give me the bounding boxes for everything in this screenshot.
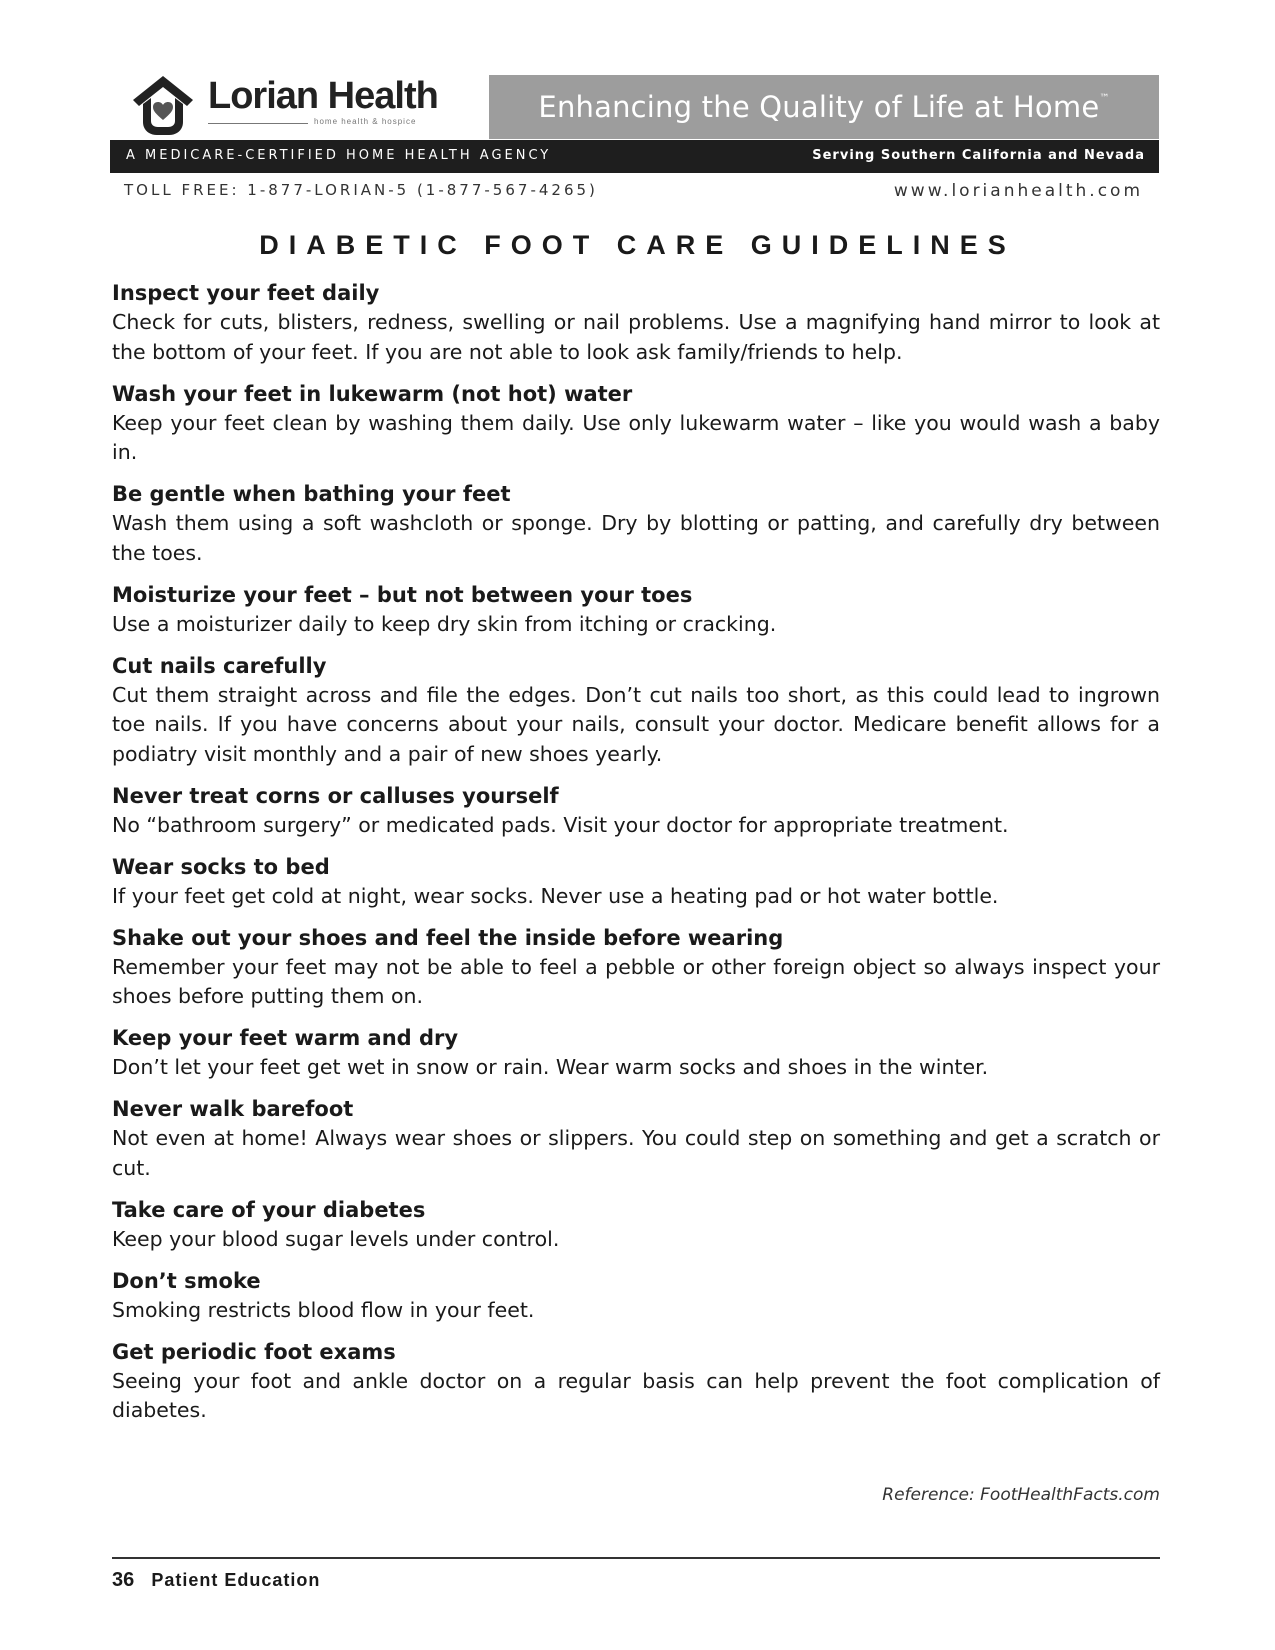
trademark-mark: ™ [1099, 93, 1110, 104]
guideline-heading: Wash your feet in lukewarm (not hot) water [112, 381, 633, 406]
guideline-item [112, 479, 1160, 568]
guideline-heading: Never walk barefoot [112, 1097, 354, 1121]
guideline-body: Cut them straight across and file the edges. Don’t cut nails too short, as this could lead to ingrown toe nails. If you have concerns about your nails, consult your doctor. Medicare benefit allows for a podiatry visit monthly and a pair of new shoes yearly. [112, 682, 1160, 766]
brand-logo [130, 73, 460, 135]
guideline-body: If your feet get cold at night, wear socks. Never use a heating pad or hot water bottle. [112, 883, 999, 908]
guideline-heading: Be gentle when bathing your feet [112, 482, 511, 506]
brand-rule [208, 123, 308, 124]
tagline-text: Enhancing the Quality of Life at Home [538, 90, 1100, 124]
guideline-body: No “bathroom surgery” or medicated pads. Visit your doctor for appropriate treatment. [112, 812, 1009, 837]
guideline-heading: Keep your feet warm and dry [112, 1026, 459, 1050]
tagline-bar [489, 75, 1159, 139]
guideline-body: Check for cuts, blisters, redness, swelling or nail problems. Use a magnifying hand mirror to look at the bottom of your feet. If you are not able to look ask family/friends to help. [112, 310, 1160, 364]
footer-divider [112, 1557, 1160, 1559]
guideline-heading: Never treat corns or calluses yourself [112, 783, 559, 808]
guideline-item [112, 278, 1160, 367]
guideline-body: Don’t let your feet get wet in snow or rain. Wear warm socks and shoes in the winter. [112, 1055, 989, 1079]
guideline-body: Remember your feet may not be able to feel a pebble or other foreign object so always inspect your shoes before putting them on. [112, 954, 1160, 1008]
guideline-item [112, 1195, 1160, 1255]
page-footer [112, 1570, 320, 1590]
agency-bar [110, 140, 1159, 173]
guideline-heading: Cut nails carefully [112, 653, 327, 678]
guideline-item [112, 379, 1160, 468]
guideline-heading: Wear socks to bed [112, 854, 330, 879]
section-name: Patient Education [151, 1570, 321, 1590]
guideline-heading: Shake out your shoes and feel the inside before wearing [112, 925, 784, 950]
reference-note: Reference: FootHealthFacts.com [882, 1485, 1160, 1505]
guideline-item [112, 852, 1160, 912]
page-number: 36 [112, 1569, 135, 1591]
guideline-item [112, 1266, 1160, 1326]
guideline-item [112, 923, 1160, 1012]
guideline-heading: Take care of your diabetes [112, 1197, 426, 1222]
guideline-heading: Don’t smoke [112, 1268, 261, 1293]
toll-free-number: TOLL FREE: 1-877-LORIAN-5 (1-877-567-4265) [124, 181, 598, 199]
guideline-item [112, 1023, 1160, 1083]
guideline-body: Wash them using a soft washcloth or sponge. Dry by blotting or patting, and carefully dry between the toes. [112, 511, 1160, 565]
guideline-body: Keep your blood sugar levels under control. [112, 1226, 560, 1251]
guideline-body: Seeing your foot and ankle doctor on a regular basis can help prevent the foot complication of diabetes. [112, 1368, 1160, 1422]
agency-label: A MEDICARE-CERTIFIED HOME HEALTH AGENCY [126, 148, 552, 163]
guideline-body: Use a moisturizer daily to keep dry skin from itching or cracking. [112, 611, 777, 636]
brand-name: Lorian Health [208, 75, 438, 117]
guideline-body: Smoking restricts blood flow in your feet. [112, 1297, 535, 1322]
page-title: DIABETIC FOOT CARE GUIDELINES [259, 230, 1016, 260]
guideline-body: Keep your feet clean by washing them daily. Use only lukewarm water – like you would wash a baby in. [112, 410, 1160, 464]
guideline-item [112, 1094, 1160, 1183]
guideline-heading: Get periodic foot exams [112, 1339, 396, 1364]
guideline-item [112, 580, 1160, 640]
guideline-heading: Inspect your feet daily [112, 281, 380, 305]
guideline-item [112, 1337, 1160, 1426]
guidelines-list [112, 278, 1160, 1437]
service-area-label: Serving Southern California and Nevada [812, 148, 1145, 163]
guideline-heading: Moisturize your feet – but not between your toes [112, 582, 693, 607]
brand-subtitle: home health & hospice [314, 117, 417, 126]
house-heart-icon [130, 73, 196, 137]
guideline-item [112, 651, 1160, 770]
website-link[interactable]: www.lorianhealth.com [893, 181, 1143, 201]
guideline-item [112, 781, 1160, 841]
tagline [538, 90, 1109, 124]
guideline-body: Not even at home! Always wear shoes or slippers. You could step on something and get a scratch or cut. [112, 1126, 1160, 1180]
